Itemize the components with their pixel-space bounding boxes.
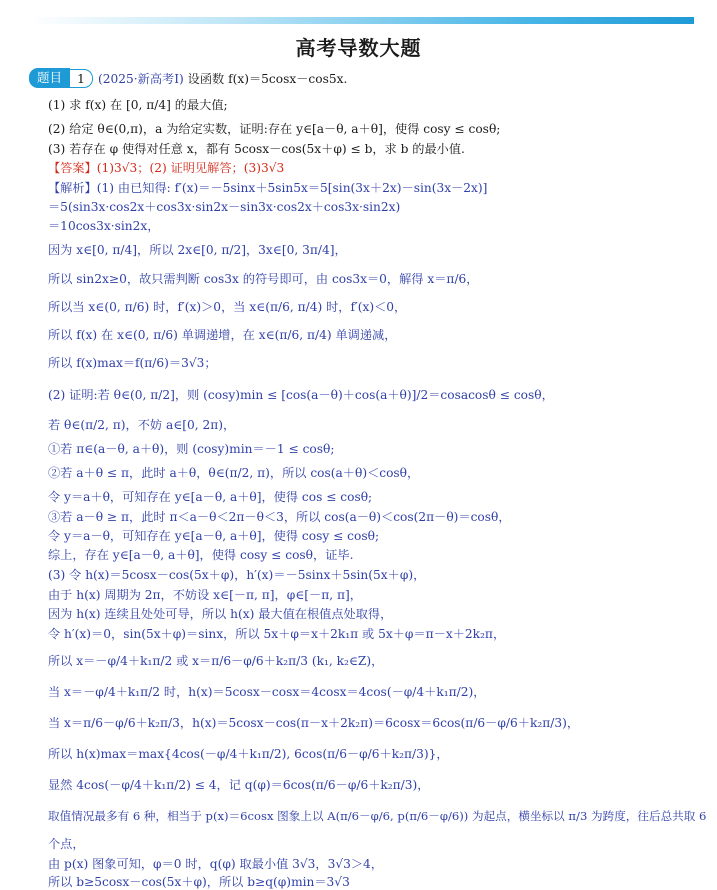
solution-line: 由 p(x) 图象可知，φ＝0 时，q(φ) 取最小值 3√3，3√3＞4， [48,857,383,871]
solution-line: 所以 f(x) 在 x∈(0, π/6) 单调递增，在 x∈(π/6, π/4) 单调递减， [48,328,397,342]
question-part-3: (3) 若存在 φ 使得对任意 x，都有 5cosx－cos(5x＋φ) ≤ b，求 b 的最小值. [48,142,465,156]
solution-line: ①若 π∈(a－θ, a＋θ)，则 (cosy)min＝－1 ≤ cosθ; [48,442,335,456]
question-stem: 设函数 f(x)＝5cosx－cos5x. [187,72,348,86]
solution-line: 所以 x＝－φ/4＋k₁π/2 或 x＝π/6－φ/6＋k₂π/3 (k₁, k₂∈Z)， [48,654,384,668]
solution-line: 若 θ∈(π/2, π)，不妨 a∈[0, 2π)， [48,418,236,432]
solution-line: 因为 x∈[0, π/4]，所以 2x∈[0, π/2]，3x∈[0, 3π/4]， [48,243,347,257]
solution-line: 令 y＝a＋θ，可知存在 y∈[a－θ, a＋θ]，使得 cos ≤ cosθ; [48,490,373,504]
badge-label: 题目 [29,68,70,88]
solution-line: (2) 证明:若 θ∈(0, π/2]，则 (cosy)min ≤ [cos(a－θ)＋cos(a＋θ)]/2＝cosacosθ ≤ cosθ， [48,388,554,402]
badge-number: 1 [70,69,93,88]
solution-line: 综上，存在 y∈[a－θ, a＋θ]，使得 cosy ≤ cosθ，证毕. [48,548,354,562]
question-head [98,70,347,87]
solution-line: ③若 a－θ ≥ π，此时 π＜a－θ＜2π－θ＜3，所以 cos(a－θ)＜cos(2π－θ)＝cosθ， [48,510,511,524]
question-part-1: (1) 求 f(x) 在 [0, π/4] 的最大值; [48,98,228,112]
solution-line: 所以 h(x)max＝max{4cos(－φ/4＋k₁π/2), 6cos(π/6－φ/6＋k₂π/3)}， [48,747,449,761]
page-title: 高考导数大题 [295,36,422,60]
header-gradient-bar [30,17,694,24]
solution-line: 所以 b≥5cosx－cos(5x＋φ)，所以 b≥q(φ)min＝3√3 [48,875,350,889]
question-source: (2025·新高考Ⅰ) [98,72,184,86]
question-badge [29,68,93,88]
solution-line: 当 x＝－φ/4＋k₁π/2 时，h(x)＝5cosx－cosx＝4cosx＝4cos(－φ/4＋k₁π/2)， [48,685,486,699]
solution-line: 所以当 x∈(0, π/6) 时，f′(x)＞0，当 x∈(π/6, π/4) 时，f′(x)＜0， [48,300,407,314]
answer-line: 【答案】(1)3√3；(2) 证明见解答；(3)3√3 [48,161,285,175]
solution-line: 令 y＝a－θ，可知存在 y∈[a－θ, a＋θ]，使得 cosy ≤ cosθ; [48,529,380,543]
solution-line: 个点， [48,837,85,851]
solution-line: 所以 sin2x≥0，故只需判断 cos3x 的符号即可，由 cos3x＝0，解得 x＝π/6， [48,272,479,286]
solution-line: 当 x＝π/6－φ/6＋k₂π/3，h(x)＝5cosx－cos(π－x＋2k₂π)＝6cosx＝6cos(π/6－φ/6＋k₂π/3)， [48,716,580,730]
solution-line: ②若 a＋θ ≤ π，此时 a＋θ，θ∈(π/2, π)，所以 cos(a＋θ)＜cosθ， [48,466,420,480]
solution-line: 所以 f(x)max＝f(π/6)＝3√3； [48,356,217,370]
solution-line: ＝10cos3x·sin2x， [48,219,160,233]
solution-line: 由于 h(x) 周期为 2π，不妨设 x∈[－π, π]，φ∈[－π, π]， [48,588,362,602]
solution-line: 取值情况最多有 6 种，相当于 p(x)＝6cosx 图象上以 A(π/6－φ/6, p(π/6－φ/6)) 为起点，横坐标以 π/3 为跨度，往后总共取 6 [48,809,707,823]
question-part-2: (2) 给定 θ∈(0,π)，a 为给定实数，证明:存在 y∈[a－θ, a＋θ]，使得 cosy ≤ cosθ; [48,122,501,136]
solution-line: 因为 h(x) 连续且处处可导，所以 h(x) 最大值在根值点处取得， [48,607,393,621]
solution-line: (3) 令 h(x)＝5cosx－cos(5x＋φ)，h′(x)＝－5sinx＋5sin(5x＋φ)， [48,568,426,582]
solution-line: 【解析】(1) 由已知得: f′(x)＝－5sinx＋5sin5x＝5[sin(3x＋2x)－sin(3x－2x)] [48,181,488,195]
solution-line: ＝5(sin3x·cos2x＋cos3x·sin2x－sin3x·cos2x＋cos3x·sin2x) [48,200,401,214]
solution-line: 令 h′(x)＝0，sin(5x＋φ)＝sinx，所以 5x＋φ＝x＋2k₁π 或 5x＋φ＝π－x＋2k₂π， [48,627,506,641]
solution-line: 显然 4cos(－φ/4＋k₁π/2) ≤ 4，记 q(φ)＝6cos(π/6－φ/6＋k₂π/3)， [48,778,430,792]
